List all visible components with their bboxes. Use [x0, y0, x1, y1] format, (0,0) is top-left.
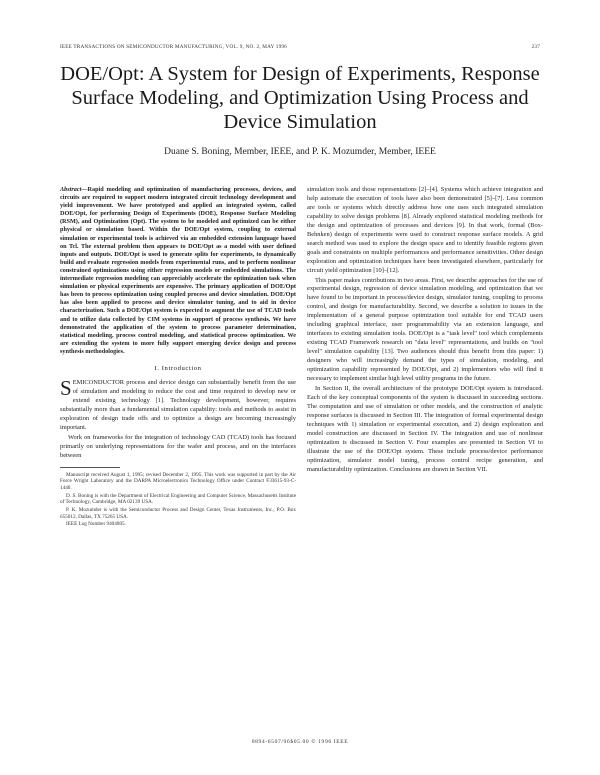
copyright-line: 0894-6507/96$05.00 © 1996 IEEE	[251, 739, 349, 745]
intro-paragraph-1-text: EMICONDUCTOR process and device design can substantially benefit from the use of simulation and modeling to reduce the cost and time required to develop new or extend existing technology [1]. Technology development, however, requires substantially more than a fundamental simulation capability: tools and methods to assist in exploration of design trade offs and to optimize a design are becoming increasingly important.	[60, 378, 296, 431]
intro-paragraph-1	[60, 375, 296, 433]
section-heading-introduction: I. Introduction	[154, 364, 202, 372]
running-header	[60, 44, 540, 50]
footnote-author-boning: D. S. Boning is with the Department of Electrical Engineering and Computer Science, Massachusetts Institute of Technology, Cambridge, MA 02139 USA.	[60, 492, 296, 506]
intro-paragraph-2: Work on frameworks for the integration of technology CAD (TCAD) tools has focused primarily on underlying representations for the wafer and process, and on the interfaces between	[60, 433, 296, 459]
left-column	[60, 186, 296, 529]
right-column	[307, 186, 543, 476]
journal-header: IEEE TRANSACTIONS ON SEMICONDUCTOR MANUFACTURING, VOL. 9, NO. 2, MAY 1996	[60, 44, 287, 50]
drop-cap: S	[60, 375, 72, 400]
footnotes	[60, 472, 296, 529]
footnote-author-mozumder: P. K. Mozumder is with the Semiconductor Process and Design Center, Texas Instruments, Inc., P.O. Box 655012, Dallas, TX 75265 USA.	[60, 507, 296, 520]
abstract-lead: Abstract—	[60, 186, 88, 193]
right-paragraph-1: simulation tools and those representations [2]–[4]. Systems which achieve integration and help automate the execution of tools have also been demonstrated [5]–[7]. Less common are tools or systems which directly address how one uses such integrated simulation capability to solve design problems [8]. Already explored statistical modeling methods for the design and optimization of processes and devices [9]. In that work, formal (Box-Behnken) design of experiments were used to construct response surface models. A grid search method was used to explore the design space and to identify feasible regions given goals and constraints on multiple performances and performance sensitivities. Other design exploration and optimization techniques have been investigated elsewhere, particularly for circuit yield optimization [10]–[12].	[307, 186, 543, 274]
paper-title: DOE/Opt: A System for Design of Experiments, Response Surface Modeling, and Optimization Using Process and Device Simulation	[60, 63, 540, 133]
abstract	[60, 186, 296, 356]
abstract-text: Rapid modeling and optimization of manufacturing processes, devices, and circuits are required to support modern integrated circuit technology development and yield improvement. We have prototyped and applied an integrated system, called DOE/Opt, for performing Design of Experiments (DOE), Response Surface Modeling (RSM), and Optimization (Opt). The system to be modeled and optimized can be either physical or simulation based. Within the DOE/Opt system, coupling to external simulation or experimental tools is achieved via an embedded extension language based on Tcl. The external problem then appears to DOE/Opt as a model with user defined inputs and outputs. DOE/Opt is used to generate splits for experiments, to dynamically build and evaluate regression models from experimental runs, and to perform nonlinear constrained optimizations using either regression models or embedded simulations. The intermediate regression modeling can appreciably accelerate the optimization task when simulation or physical experiments are expensive. The primary application of DOE/Opt has been to process optimization using coupled process and device simulation. DOE/Opt has also been applied to process and device simulator tuning, and to aid in device characterization. Such a DOE/Opt system is expected to augment the use of TCAD tools and to utilize data collected by CIM systems in support of process synthesis. We have demonstrated the application of the system to process parameter determination, statistical modeling, process control modeling, and statistical process optimization. We are extending the system to more fully support emerging device design and process synthesis methodologies.	[60, 186, 296, 355]
page-number: 237	[531, 44, 540, 50]
footnote-rule	[60, 467, 120, 468]
right-paragraph-2: This paper makes contributions in two areas. First, we describe approaches for the use of experimental design, regression of device simulation modeling, and optimization that we have found to be important in process/device design, simulator tuning, coupling to process control, and design for manufacturability. Second, we describe a solution to issues in the implementation of a general purpose optimization tool suitable for end TCAD users including graphical interface, user programmability via an extension language, and interfaces to existing simulation tools. DOE/Opt is a "task level" tool which complements existing TCAD Framework research on "data level" representations, and builds on "tool level" simulation capability [13]. Two audiences should thus benefit from this paper: 1) designers who will increasingly demand the types of simulation, modeling, and optimization capability represented by DOE/Opt, and 2) implementors who will find it necessary to implement similar high level utility programs in the future.	[307, 276, 543, 383]
footnote-log-number: IEEE Log Number 9404805.	[66, 521, 126, 528]
right-paragraph-3: In Section II, the overall architecture of the prototype DOE/Opt system is introduced. Each of the key conceptual components of the system is discussed in succeeding sections. The computation and use of simulation or other models, and the construction of analytic response surfaces is discussed in Section III. The integration of formal experimental design techniques with 1) simulation or experimental execution, and 2) design exploration and model construction are discussed in Section IV. The integration and use of nonlinear optimization is discussed in Section V. Four examples are presented in Section VI to illustrate the use of the DOE/Opt system. These include process/device performance optimization, simulator model tuning, process control recipe generation, and manufacturability optimization. Conclusions are drawn in Section VII.	[307, 384, 543, 473]
footnote-manuscript: Manuscript received August 1, 1995; revised December 2, 1995. This work was supported in part by the Air Force Wright Laboratory and the DARPA Microelectronics Technology Office under Contract F33615-93-C-1440.	[60, 471, 296, 491]
paper-authors: Duane S. Boning, Member, IEEE, and P. K. Mozumder, Member, IEEE	[164, 147, 436, 157]
